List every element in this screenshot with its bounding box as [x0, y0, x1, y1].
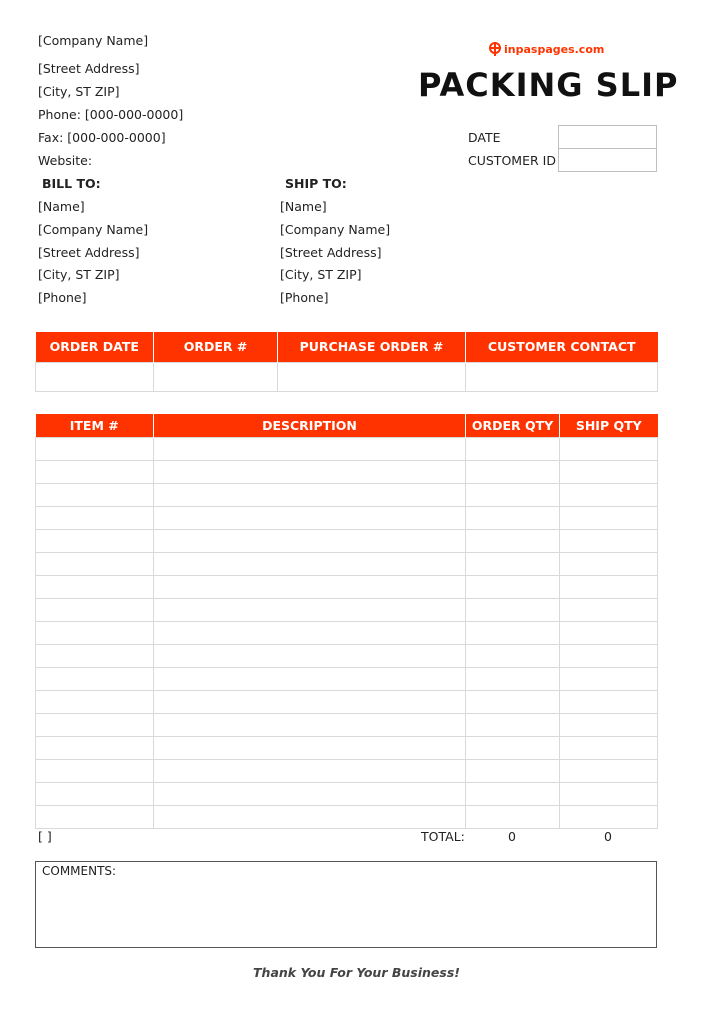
order-qty-cell[interactable]: [466, 690, 560, 713]
item-number-cell[interactable]: [36, 759, 154, 782]
order-qty-cell[interactable]: [466, 805, 560, 828]
item-number-cell[interactable]: [36, 805, 154, 828]
table-row: [36, 690, 658, 713]
company-city: [City, ST ZIP]: [38, 84, 120, 99]
order-qty-cell[interactable]: [466, 667, 560, 690]
description-cell[interactable]: [154, 805, 466, 828]
comments-label: COMMENTS:: [42, 864, 117, 878]
description-cell[interactable]: [154, 598, 466, 621]
ship-qty-cell[interactable]: [560, 713, 658, 736]
ship-qty-cell[interactable]: [560, 437, 658, 460]
purchase-order-cell[interactable]: [278, 362, 466, 391]
item-number-cell[interactable]: [36, 713, 154, 736]
ship-qty-cell[interactable]: [560, 805, 658, 828]
table-row: [36, 805, 658, 828]
table-row: [36, 575, 658, 598]
order-qty-cell[interactable]: [466, 460, 560, 483]
bill-to-line: [Phone]: [38, 290, 87, 305]
table-row: [36, 667, 658, 690]
order-qty-cell[interactable]: [466, 782, 560, 805]
order-info-table: [35, 332, 658, 392]
order-qty-cell[interactable]: [466, 506, 560, 529]
date-label: DATE: [468, 130, 501, 145]
item-number-cell[interactable]: [36, 736, 154, 759]
table-row: [36, 483, 658, 506]
table-row: [36, 460, 658, 483]
order-qty-cell[interactable]: [466, 759, 560, 782]
ship-qty-cell[interactable]: [560, 736, 658, 759]
item-number-cell[interactable]: [36, 667, 154, 690]
item-number-cell[interactable]: [36, 598, 154, 621]
description-cell[interactable]: [154, 667, 466, 690]
item-number-cell[interactable]: [36, 621, 154, 644]
description-cell[interactable]: [154, 437, 466, 460]
ship-qty-cell[interactable]: [560, 621, 658, 644]
table-row: [36, 529, 658, 552]
item-number-cell[interactable]: [36, 575, 154, 598]
description-cell[interactable]: [154, 506, 466, 529]
ship-qty-cell[interactable]: [560, 506, 658, 529]
table-row: [36, 552, 658, 575]
order-qty-cell[interactable]: [466, 621, 560, 644]
description-cell[interactable]: [154, 644, 466, 667]
order-number-header: ORDER #: [154, 332, 278, 362]
brand-logo: [488, 42, 604, 56]
customer-id-label: CUSTOMER ID: [468, 153, 556, 168]
item-number-cell[interactable]: [36, 782, 154, 805]
bill-to-line: [Street Address]: [38, 245, 140, 260]
description-cell[interactable]: [154, 529, 466, 552]
order-qty-cell[interactable]: [466, 598, 560, 621]
description-cell[interactable]: [154, 552, 466, 575]
company-fax: Fax: [000-000-0000]: [38, 130, 166, 145]
ship-qty-cell[interactable]: [560, 690, 658, 713]
order-qty-cell[interactable]: [466, 713, 560, 736]
order-date-cell[interactable]: [36, 362, 154, 391]
pin-icon: [488, 42, 502, 56]
comments-box[interactable]: [35, 861, 657, 948]
footer-note: [ ]: [38, 829, 52, 844]
customer-id-field[interactable]: [558, 148, 657, 172]
page-title: PACKING SLIP: [418, 66, 679, 104]
description-cell[interactable]: [154, 736, 466, 759]
total-label: TOTAL:: [421, 829, 465, 844]
item-number-cell[interactable]: [36, 483, 154, 506]
table-row: [36, 713, 658, 736]
bill-to-heading: BILL TO:: [42, 176, 101, 191]
item-number-cell[interactable]: [36, 644, 154, 667]
company-name: [Company Name]: [38, 33, 149, 48]
item-number-cell[interactable]: [36, 460, 154, 483]
description-cell[interactable]: [154, 713, 466, 736]
ship-to-heading: SHIP TO:: [285, 176, 347, 191]
company-street: [Street Address]: [38, 61, 140, 76]
company-website: Website:: [38, 153, 93, 168]
order-date-header: ORDER DATE: [36, 332, 154, 362]
ship-to-line: [City, ST ZIP]: [280, 267, 362, 282]
ship-qty-cell[interactable]: [560, 759, 658, 782]
description-cell[interactable]: [154, 690, 466, 713]
description-cell[interactable]: [154, 782, 466, 805]
order-qty-cell[interactable]: [466, 437, 560, 460]
ship-qty-cell[interactable]: [560, 575, 658, 598]
ship-qty-cell[interactable]: [560, 667, 658, 690]
ship-qty-cell[interactable]: [560, 460, 658, 483]
table-row: [36, 621, 658, 644]
ship-qty-cell[interactable]: [560, 529, 658, 552]
ship-to-line: [Phone]: [280, 290, 329, 305]
description-cell[interactable]: [154, 460, 466, 483]
ship-qty-cell[interactable]: [560, 782, 658, 805]
description-cell[interactable]: [154, 759, 466, 782]
ship-qty-total: 0: [604, 829, 612, 844]
item-number-cell[interactable]: [36, 552, 154, 575]
table-row: [36, 644, 658, 667]
table-row: [36, 759, 658, 782]
item-number-cell[interactable]: [36, 506, 154, 529]
description-header: DESCRIPTION: [154, 414, 466, 437]
item-number-cell[interactable]: [36, 529, 154, 552]
item-number-header: ITEM #: [36, 414, 154, 437]
ship-to-line: [Street Address]: [280, 245, 382, 260]
order-qty-header: ORDER QTY: [466, 414, 560, 437]
item-number-cell[interactable]: [36, 437, 154, 460]
description-cell[interactable]: [154, 575, 466, 598]
ship-qty-cell[interactable]: [560, 598, 658, 621]
description-cell[interactable]: [154, 621, 466, 644]
order-qty-cell[interactable]: [466, 529, 560, 552]
bill-to-line: [Name]: [38, 199, 85, 214]
purchase-order-header: PURCHASE ORDER #: [278, 332, 466, 362]
item-number-cell[interactable]: [36, 690, 154, 713]
ship-qty-cell[interactable]: [560, 483, 658, 506]
order-number-cell[interactable]: [154, 362, 278, 391]
ship-qty-cell[interactable]: [560, 644, 658, 667]
bill-to-line: [City, ST ZIP]: [38, 267, 120, 282]
logo-text: inpaspages.com: [504, 42, 605, 56]
table-row: [36, 437, 658, 460]
table-row: [36, 598, 658, 621]
table-row: [36, 782, 658, 805]
date-field[interactable]: [558, 125, 657, 149]
customer-contact-header: CUSTOMER CONTACT: [466, 332, 658, 362]
order-qty-cell[interactable]: [466, 644, 560, 667]
ship-qty-header: SHIP QTY: [560, 414, 658, 437]
order-qty-total: 0: [508, 829, 516, 844]
table-row: [36, 736, 658, 759]
description-cell[interactable]: [154, 483, 466, 506]
table-row: [36, 506, 658, 529]
order-qty-cell[interactable]: [466, 736, 560, 759]
order-qty-cell[interactable]: [466, 575, 560, 598]
order-qty-cell[interactable]: [466, 552, 560, 575]
thank-you-message: Thank You For Your Business!: [253, 965, 460, 980]
company-phone: Phone: [000-000-0000]: [38, 107, 184, 122]
order-qty-cell[interactable]: [466, 483, 560, 506]
items-table: [35, 414, 658, 829]
customer-contact-cell[interactable]: [466, 362, 658, 391]
ship-to-line: [Company Name]: [280, 222, 391, 237]
ship-to-line: [Name]: [280, 199, 327, 214]
ship-qty-cell[interactable]: [560, 552, 658, 575]
bill-to-line: [Company Name]: [38, 222, 149, 237]
